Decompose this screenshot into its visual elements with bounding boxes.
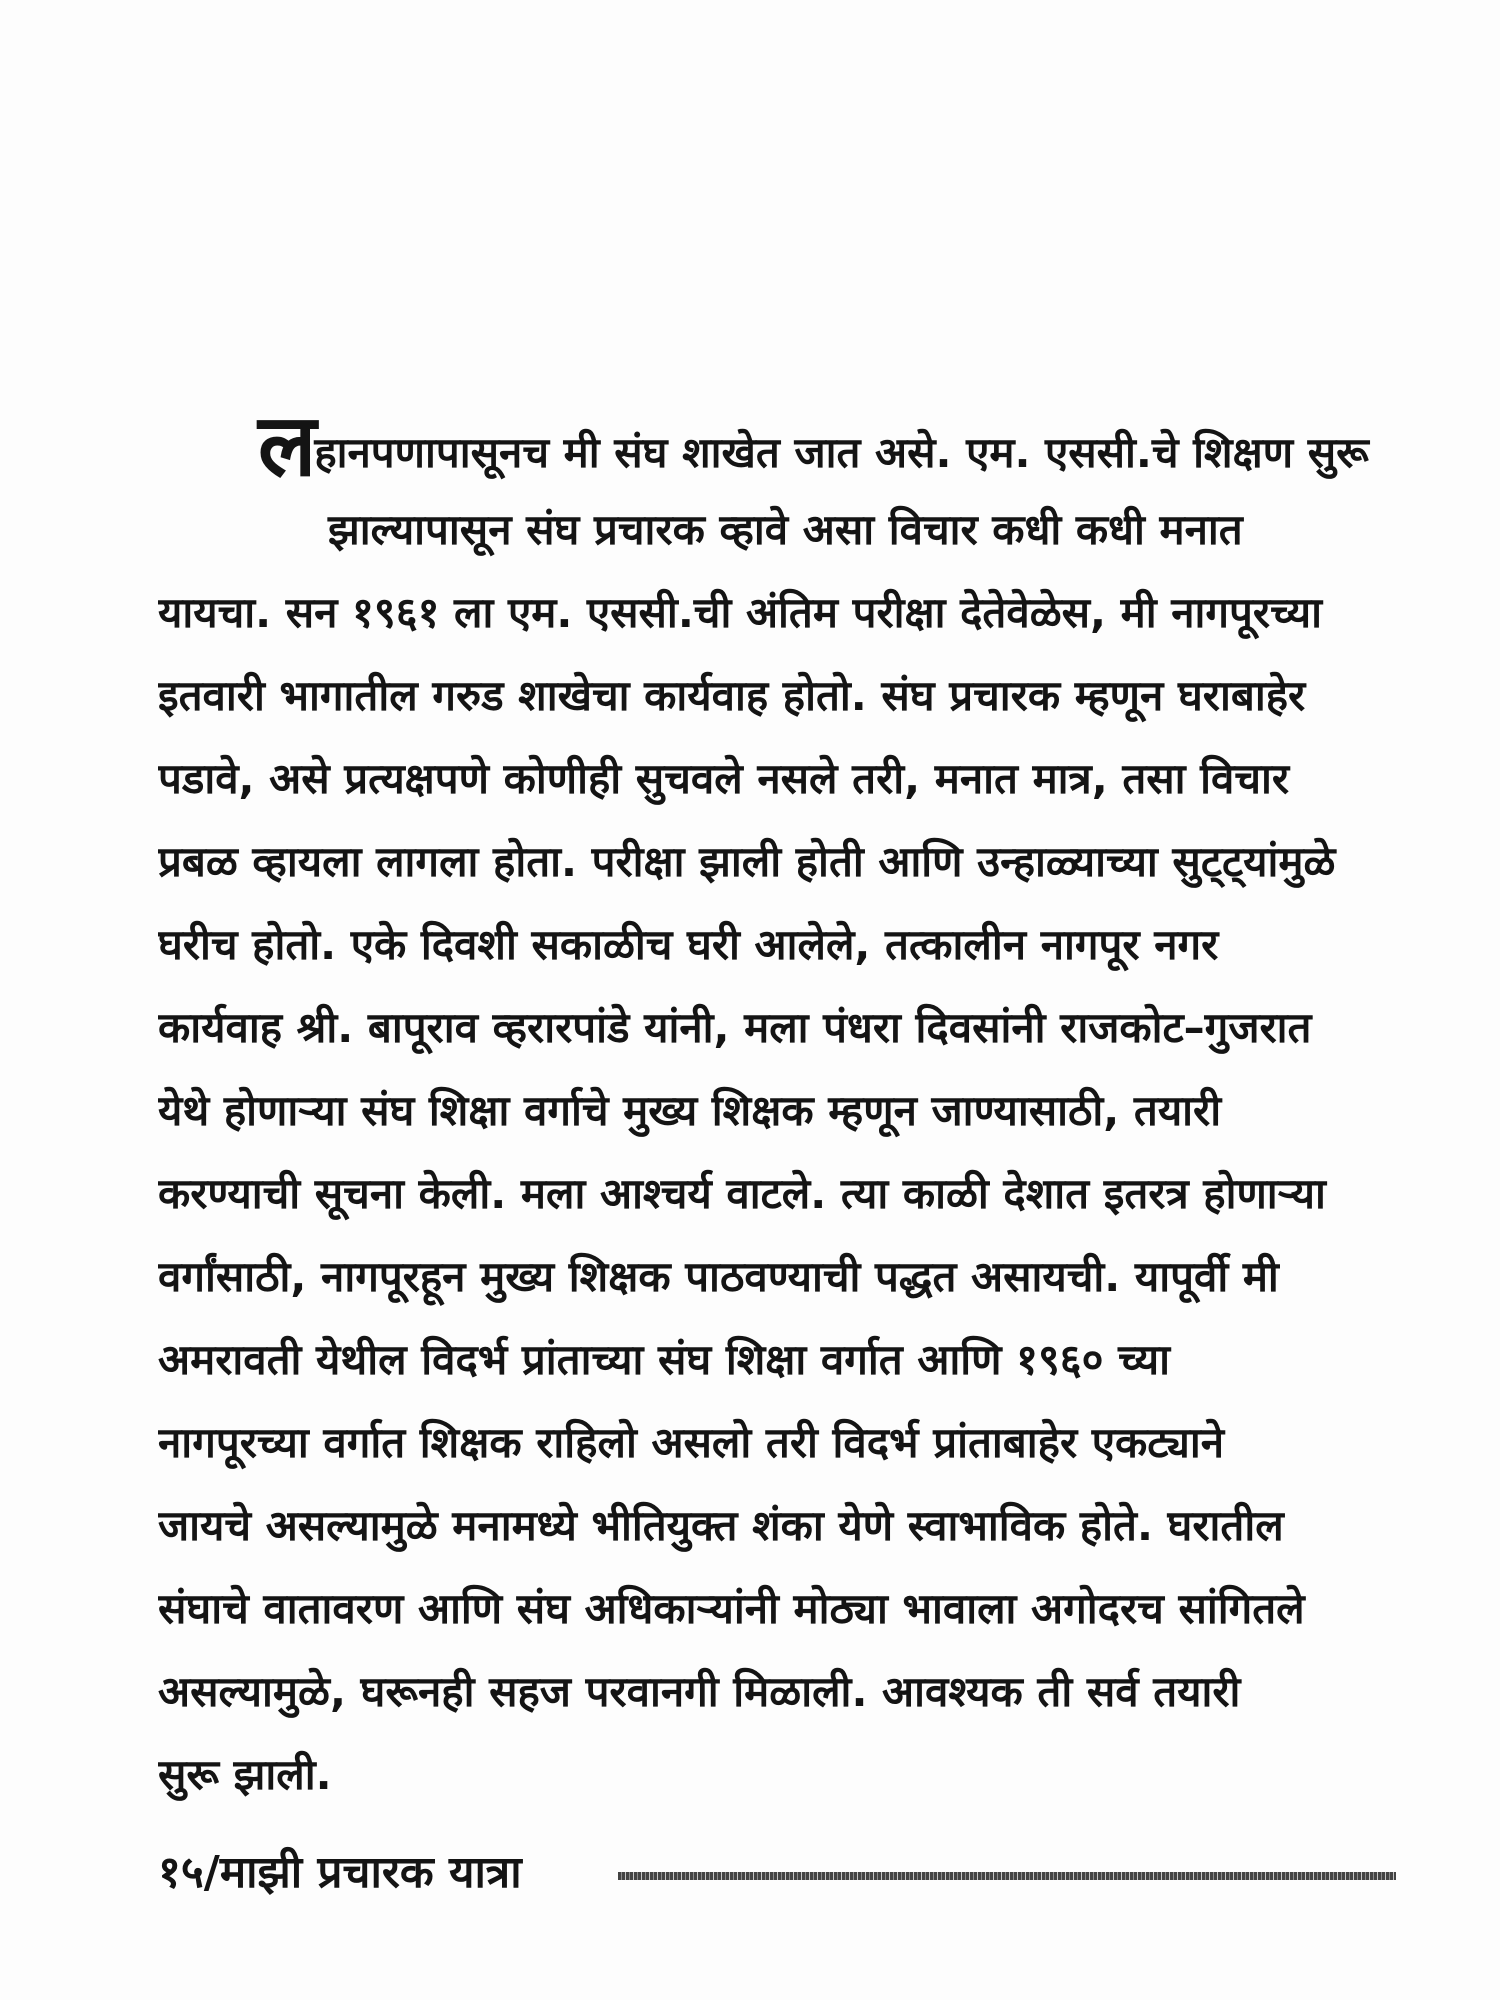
paragraph-line-16: असल्यामुळे, घरूनही सहज परवानगी मिळाली. आवश्यक ती सर्व तयारी (158, 1667, 1241, 1716)
paragraph-line-17: सुरू झाली. (158, 1750, 332, 1799)
paragraph-line-6: प्रबळ व्हायला लागला होता. परीक्षा झाली होती आणि उन्हाळ्याच्या सुट्ट्यांमुळे (158, 837, 1336, 886)
paragraph-line-9: येथे होणाऱ्या संघ शिक्षा वर्गाचे मुख्य शिक्षक म्हणून जाण्यासाठी, तयारी (158, 1086, 1222, 1135)
paragraph-line-8: कार्यवाह श्री. बापूराव व्हरारपांडे यांनी, मला पंधरा दिवसांनी राजकोट–गुजरात (158, 1003, 1312, 1052)
paragraph-line-1 (158, 405, 1398, 488)
paragraph-line-11: वर्गांसाठी, नागपूरहून मुख्य शिक्षक पाठवण्याची पद्धत असायची. यापूर्वी मी (158, 1252, 1279, 1301)
first-line-text: हानपणापासूनच मी संघ शाखेत जात असे. एम. एससी.चे शिक्षण सुरू (314, 428, 1369, 477)
paragraph-line-15: संघाचे वातावरण आणि संघ अधिकाऱ्यांनी मोठ्या भावाला अगोदरच सांगितले (158, 1584, 1305, 1633)
drop-cap-letter: ल (258, 405, 317, 488)
paragraph-line-7: घरीच होतो. एके दिवशी सकाळीच घरी आलेले, तत्कालीन नागपूर नगर (158, 920, 1219, 969)
paragraph-line-12: अमरावती येथील विदर्भ प्रांताच्या संघ शिक्षा वर्गात आणि १९६० च्या (158, 1335, 1170, 1384)
paragraph-line-13: नागपूरच्या वर्गात शिक्षक राहिलो असलो तरी विदर्भ प्रांताबाहेर एकट्याने (158, 1418, 1225, 1467)
paragraph-line-4: इतवारी भागातील गरुड शाखेचा कार्यवाह होतो. संघ प्रचारक म्हणून घराबाहेर (158, 671, 1306, 720)
page-number-title: १५/माझी प्रचारक यात्रा (158, 1847, 522, 1898)
paragraph-line-5: पडावे, असे प्रत्यक्षपणे कोणीही सुचवले नसले तरी, मनात मात्र, तसा विचार (158, 754, 1290, 803)
paragraph-line-2: झाल्यापासून संघ प्रचारक व्हावे असा विचार कधी कधी मनात (328, 505, 1243, 554)
footer-decorative-rule (618, 1872, 1396, 1880)
paragraph-line-10: करण्याची सूचना केली. मला आश्चर्य वाटले. त्या काळी देशात इतरत्र होणाऱ्या (158, 1169, 1326, 1218)
page-footer (158, 1838, 1398, 1908)
paragraph-line-14: जायचे असल्यामुळे मनामध्ये भीतियुक्त शंका येणे स्वाभाविक होते. घरातील (158, 1501, 1284, 1550)
paragraph-line-3: यायचा. सन १९६१ ला एम. एससी.ची अंतिम परीक्षा देतेवेळेस, मी नागपूरच्या (158, 588, 1322, 637)
body-paragraph (158, 405, 1398, 1816)
